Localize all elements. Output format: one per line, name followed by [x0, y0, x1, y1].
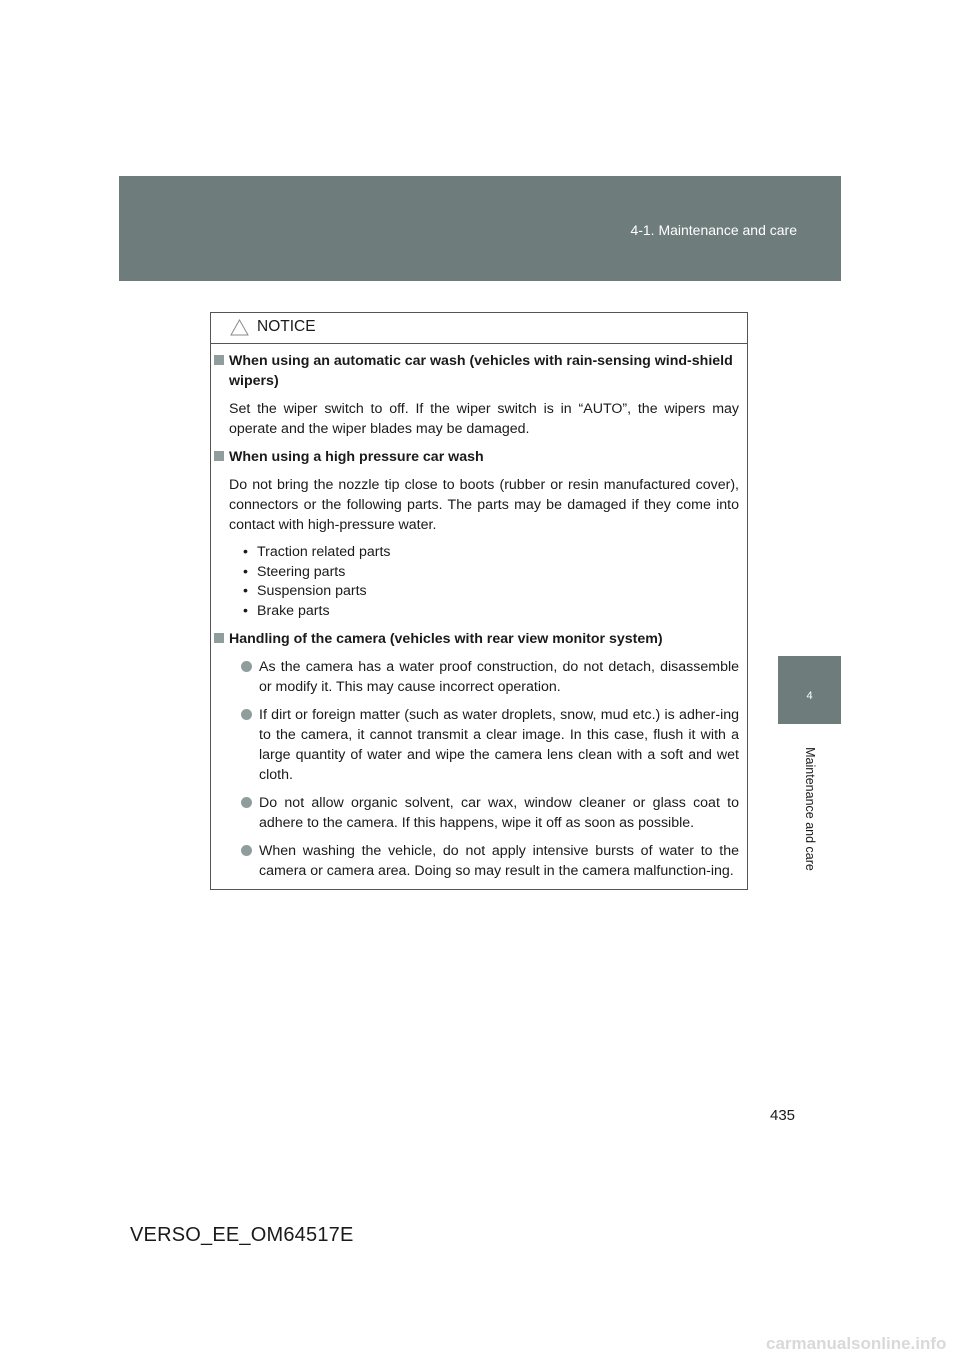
- watermark-logo: [764, 1330, 958, 1356]
- warning-triangle-icon: [230, 319, 249, 336]
- item-text: When washing the vehicle, do not apply intensive bursts of water to the camera or camera area. Doing so may result in the camera malfunction-ing.: [259, 843, 739, 879]
- section-heading: [211, 351, 739, 391]
- notice-title: NOTICE: [257, 318, 316, 335]
- item-text: If dirt or foreign matter (such as water droplets, snow, mud etc.) is adher-ing to the camera, it cannot transmit a clear image. In this case, flush it with a large quantity of water and wipe the camera lens clean with a soft and wet cloth.: [259, 707, 739, 783]
- section-heading: [211, 629, 739, 649]
- document-code: VERSO_EE_OM64517E: [130, 1224, 354, 1246]
- circle-bullet-icon: [241, 845, 252, 856]
- section-text: Do not bring the nozzle tip close to boots (rubber or resin manufactured cover), connectors or the following parts. The parts may be damaged if they come into contact with high-pressure water.: [229, 477, 739, 533]
- list-item: • Steering parts: [241, 563, 747, 583]
- svg-text:carmanualsonline.info: carmanualsonline.info: [766, 1334, 947, 1353]
- square-bullet-icon: [214, 633, 224, 643]
- chapter-label: Maintenance and care: [802, 747, 817, 871]
- list-item: • Brake parts: [241, 602, 747, 622]
- heading-text: When using an automatic car wash (vehicles with rain-sensing wind-shield wipers): [229, 353, 733, 389]
- item-text: As the camera has a water proof construction, do not detach, disassemble or modify it. This may cause incorrect operation.: [259, 659, 739, 695]
- list-item: [241, 657, 739, 697]
- notice-body: [211, 351, 747, 881]
- chapter-label-wrap: [778, 728, 841, 888]
- list-item: • Suspension parts: [241, 582, 747, 602]
- circle-bullet-icon: [241, 709, 252, 720]
- heading-text: Handling of the camera (vehicles with rear view monitor system): [229, 631, 663, 647]
- list-item: [241, 841, 739, 881]
- heading-text: When using a high pressure car wash: [229, 449, 484, 465]
- header-band: [119, 176, 841, 281]
- square-bullet-icon: [214, 355, 224, 365]
- chapter-tab: [778, 656, 841, 724]
- list-item: • Traction related parts: [241, 543, 747, 563]
- square-bullet-icon: [214, 451, 224, 461]
- notice-box: [210, 312, 748, 890]
- section-title: 4-1. Maintenance and care: [630, 222, 797, 238]
- section-text: Set the wiper switch to off. If the wiper switch is in “AUTO”, the wipers may operate and the wiper blades may be damaged.: [229, 401, 739, 437]
- page-number: 435: [770, 1107, 796, 1124]
- list-item: [241, 705, 739, 785]
- notice-header: [211, 313, 747, 344]
- circle-bullet-icon: [241, 797, 252, 808]
- list-item: [241, 793, 739, 833]
- section-heading: [211, 447, 739, 467]
- bullet-list: [241, 543, 747, 621]
- chapter-number: 4: [806, 690, 813, 702]
- circle-bullet-icon: [241, 661, 252, 672]
- item-text: Do not allow organic solvent, car wax, window cleaner or glass coat to adhere to the camera. If this happens, wipe it off as soon as possible.: [259, 795, 739, 831]
